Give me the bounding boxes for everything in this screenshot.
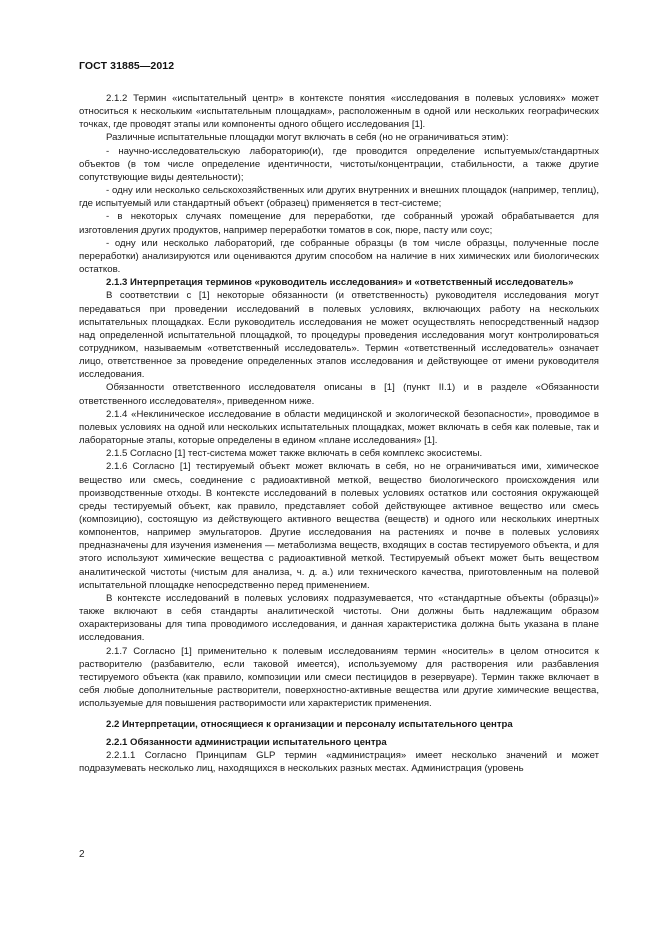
list-item-analysis-labs: - одну или несколько лабораторий, где собранные образцы (в том числе образцы, полученные после переработки) анализируются или оцениваются другим способом на наличие в них химических или биологических остатков. — [79, 237, 599, 276]
list-item-processing-facility: - в некоторых случаях помещение для переработки, где собранный урожай обрабатывается для изготовления других продуктов, например переработки томатов в сок, пюре, пасту или соус; — [79, 211, 599, 236]
section-heading-2-2-1: 2.2.1 Обязанности администрации испытательного центра — [106, 736, 387, 748]
paragraph-2-1-2: 2.1.2 Термин «испытательный центр» в контексте понятия «исследования в полевых условиях» может относиться к нескольким «испытательным площадкам», расположенным в одной или нескольких географических точках, где проводят этапы или компоненты одного общего исследования [1]. — [79, 93, 599, 131]
paragraph-2-1-6: 2.1.6 Согласно [1] тестируемый объект может включать в себя, но не ограничиваться ими, химическое вещество или смесь, соединение с радиоактивной меткой, вещество биологического происхождения или производственные отходы. В контексте исследований в полевых условиях остатков или состояния окружающей среды тестируемый объект, как правило, представляет собой действующее активное вещество или смесь (композицию), состоящую из действующего активного вещества (веществ) и одного или нескольких инертных компонентов, например эмульгаторов. Другие исследования на растениях и почве в полевых условиях предназначены для изучения изменения — метаболизма веществ, входящих в состав тестируемого объекта, и для этого используют химические вещества с радиоактивной меткой. Тестируемый объект может быть веществом аналитической чистоты (чистым для анализа, ч. д. а.) или технического качества, приготовленным на полевой испытательной площадке непосредственно перед применением. — [79, 461, 599, 591]
page-header-standard-id: ГОСТ 31885—2012 — [79, 60, 175, 72]
page-number: 2 — [79, 849, 85, 860]
paragraph-test-sites-intro: Различные испытательные площадки могут включать в себя (но не ограничиваться этим): — [106, 132, 509, 144]
section-heading-2-1-3: 2.1.3 Интерпретация терминов «руководитель исследования» и «ответственный исследователь» — [106, 277, 574, 289]
document-body — [79, 92, 599, 775]
paragraph-2-2-1-1: 2.2.1.1 Согласно Принципам GLP термин «администрация» имеет несколько значений и может подразумевать несколько лиц, находящихся в нескольких разных местах. Администрация (уровень — [79, 749, 599, 774]
list-item-agricultural-sites: - одну или несколько сельскохозяйственных или других внутренних и внешних площадок (например, теплиц), где испытуемый или стандартный объект (образец) применяется в тест-системе; — [79, 185, 599, 210]
paragraph-reference-items: В контексте исследований в полевых условиях подразумевается, что «стандартные объекты (образцы)» также включают в себя стандарты аналитической чистоты. Они должны быть надлежащим образом охарактеризованы для типа проводимого исследования, и данная характеристика должна быть указана в плане исследования. — [79, 592, 599, 644]
paragraph-2-1-4: 2.1.4 «Неклиническое исследование в области медицинской и экологической безопасности», проводимое в полевых условиях на одной или нескольких испытательных площадках, может включать в себя как полевые, так и лабораторные этапы, которые определены в едином «плане исследования» [1]. — [79, 408, 599, 447]
list-item-research-lab: - научно-исследовательскую лабораторию(и), где проводится определение испытуемых/стандартных объектов (в том числе определение идентичности, чистоты/концентрации, стабильности, а также другие сопутствующие виды деятельности); — [79, 145, 599, 183]
paragraph-study-director-duties: В соответствии с [1] некоторые обязанности (и ответственность) руководителя исследования могут передаваться при проведении исследований в полевых условиях, включающих работу на нескольких испытательных площадках. Если руководитель исследования не может осуществлять непосредственный надзор над определенной испытательной площадкой, то процедуры проведения исследования могут контролироваться сотрудником, называемым «ответственный исследователь». Термин «ответственный исследователь» означает лицо, ответственное за проведение определенных этапов исследования и действующее от имени руководителя исследования. — [79, 290, 599, 381]
paragraph-pi-duties-reference: Обязанности ответственного исследователя описаны в [1] (пункт II.1) и в разделе «Обязанности ответственного исследователя», приведенном ниже. — [79, 382, 599, 407]
paragraph-2-1-7: 2.1.7 Согласно [1] применительно к полевым исследованиям термин «носитель» в целом относится к растворителю (разбавителю, если таковой имеется), используемому для растворения или разбавления тестируемого объекта (как правило, композиции или смеси пестицидов в резервуаре). Термин также включает в себя любые дополнительные растворители, поверхностно-активные вещества или другие химические вещества, используемые для повышения растворимости или характеристик применения. — [79, 645, 599, 710]
section-heading-2-2: 2.2 Интерпретации, относящиеся к организации и персоналу испытательного центра — [106, 719, 513, 731]
paragraph-2-1-5: 2.1.5 Согласно [1] тест-система может также включать в себя комплекс экосистемы. — [106, 448, 483, 460]
